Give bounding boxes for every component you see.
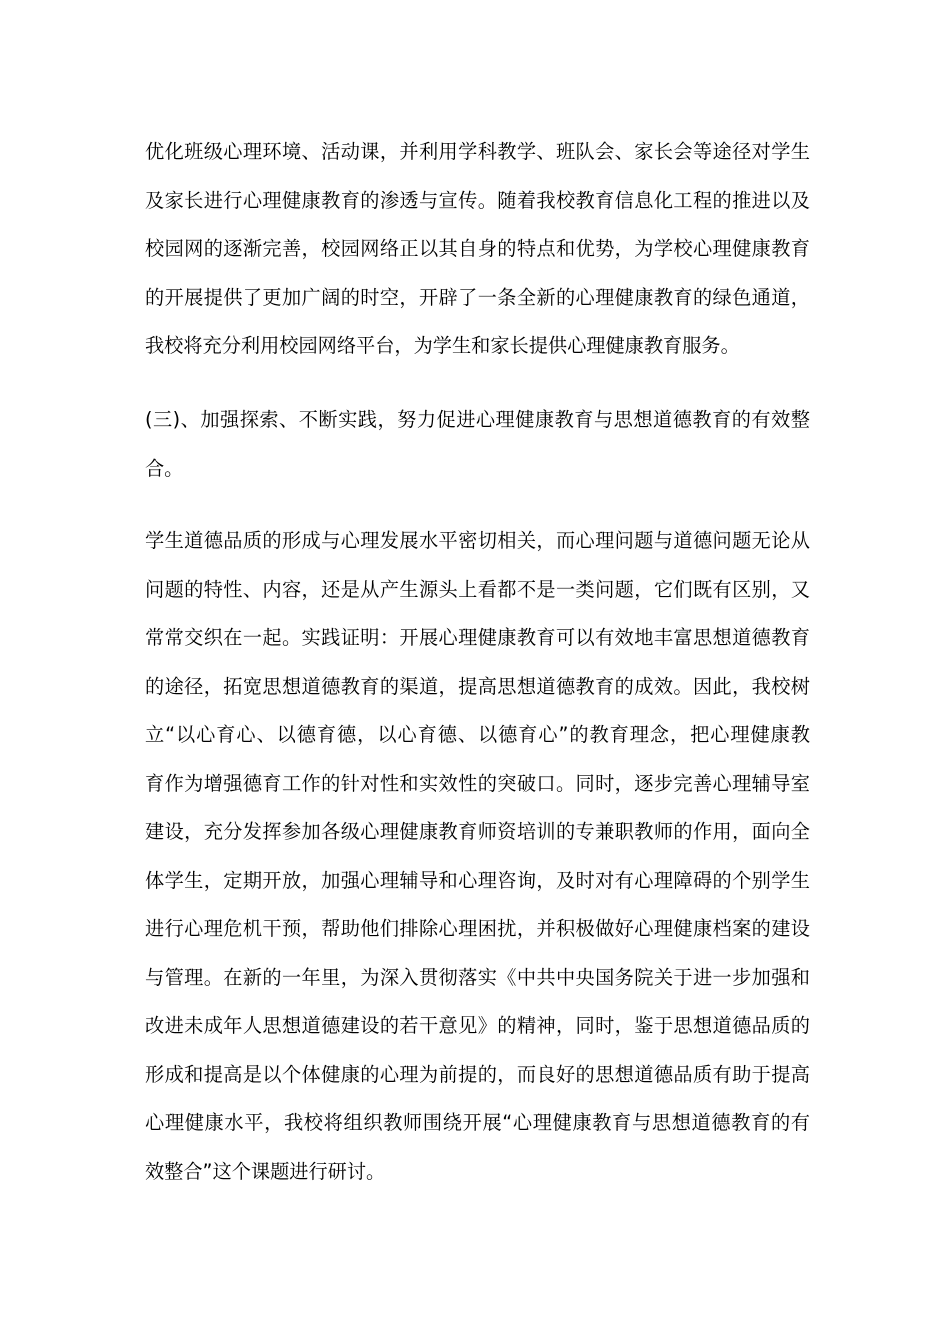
text-line: 建设，充分发挥参加各级心理健康教育师资培训的专兼职教师的作用，面向全 xyxy=(145,820,810,843)
text-line: 立“以心育心、以德育德，以心育德、以德育心”的教育理念，把心理健康教 xyxy=(145,723,810,746)
text-line: 问题的特性、内容，还是从产生源头上看都不是一类问题，它们既有区别，又 xyxy=(145,577,810,601)
paragraph-psychological-environment xyxy=(145,128,810,371)
text-line: 形成和提高是以个体健康的心理为前提的，而良好的思想道德品质有助于提高 xyxy=(145,1062,810,1086)
heading-line: 合。 xyxy=(145,456,184,480)
text-line: 进行心理危机干预，帮助他们排除心理困扰，并积极做好心理健康档案的建设 xyxy=(145,917,810,940)
text-line: 体学生，定期开放，加强心理辅导和心理咨询，及时对有心理障碍的个别学生 xyxy=(145,868,810,892)
section-heading-3 xyxy=(145,396,810,493)
text-line: 我校将充分利用校园网络平台，为学生和家长提供心理健康教育服务。 xyxy=(145,334,740,357)
text-line: 效整合”这个课题进行研讨。 xyxy=(145,1159,386,1183)
text-line: 改进未成年人思想道德建设的若干意见》的精神，同时，鉴于思想道德品质的 xyxy=(145,1014,810,1037)
heading-line: (三)、加强探索、不断实践，努力促进心理健康教育与思想道德教育的有效整 xyxy=(145,408,810,431)
text-line: 优化班级心理环境、活动课，并利用学科教学、班队会、家长会等途径对学生 xyxy=(145,140,810,163)
text-line: 校园网的逐渐完善，校园网络正以其自身的特点和优势，为学校心理健康教育 xyxy=(145,237,810,260)
text-line: 及家长进行心理健康教育的渗透与宣传。随着我校教育信息化工程的推进以及 xyxy=(145,188,810,212)
text-line: 心理健康水平，我校将组织教师围绕开展“心理健康教育与思想道德教育的有 xyxy=(145,1111,810,1134)
paragraph-moral-education xyxy=(145,517,810,1196)
text-line: 学生道德品质的形成与心理发展水平密切相关，而心理问题与道德问题无论从 xyxy=(145,529,810,552)
text-line: 的途径，拓宽思想道德教育的渠道，提高思想道德教育的成效。因此，我校树 xyxy=(145,674,810,698)
text-line: 与管理。在新的一年里，为深入贯彻落实《中共中央国务院关于进一步加强和 xyxy=(145,965,810,989)
text-line: 的开展提供了更加广阔的时空，开辟了一条全新的心理健康教育的绿色通道， xyxy=(145,285,810,309)
text-line: 育作为增强德育工作的针对性和实效性的突破口。同时，逐步完善心理辅导室 xyxy=(145,771,810,795)
text-line: 常常交织在一起。实践证明：开展心理健康教育可以有效地丰富思想道德教育 xyxy=(145,626,810,649)
